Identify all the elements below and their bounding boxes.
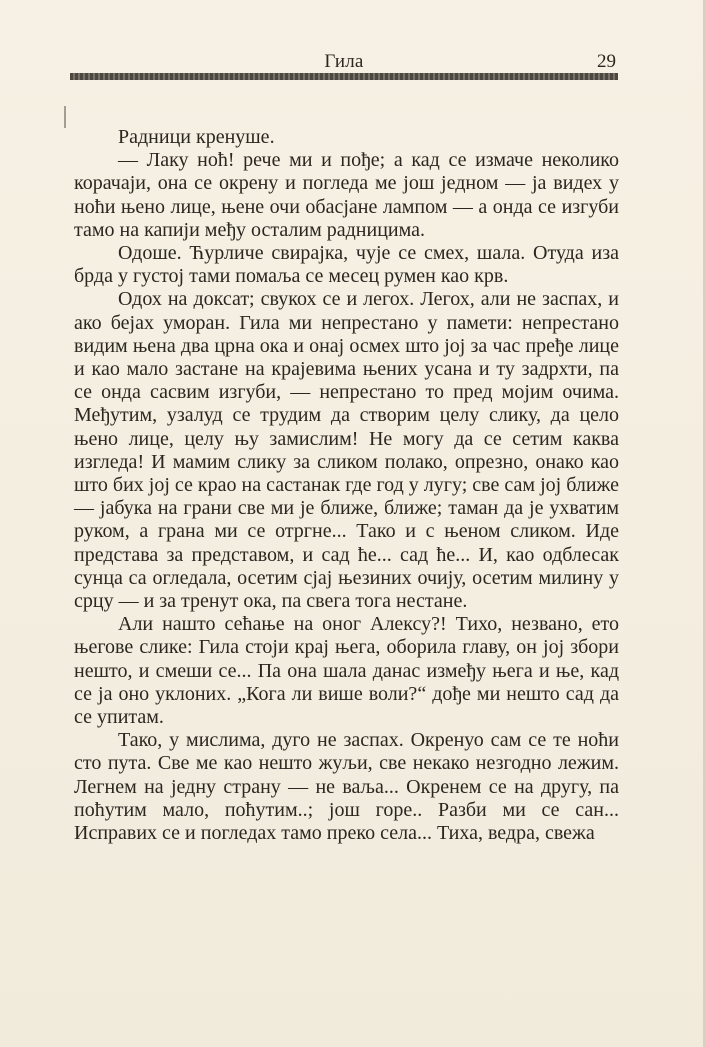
paragraph: Али нашто сећање на оног Алексу?! Тихо, незвано, ето његове слике: Гила стоји крај њега, оборила главу, он јој збори нешто, и смеши се... Па она шала данас између њега и ње, кад се ја оно уклоних. „Кога ли више воли?“ дође ми нешто сад да се упитам.: [74, 613, 619, 729]
header-rule: [70, 73, 618, 80]
paragraph: Радници кренуше.: [118, 126, 275, 148]
paragraph: Тако, у мислима, дуго не заспах. Окренуо сам се те ноћи сто пута. Све ме као нешто жуљи, све некако незгодно лежим. Легнем на једну страну — не ваља... Окренем се на другу, па поћутим мало, поћутим..; још горе.. Разби ми се сан... Исправих се и погледах тамо преко села... Тиха, ведра, свежа: [74, 729, 619, 845]
paragraph: Одох на доксат; свукох се и легох. Легох, али не заспах, и ако бејах уморан. Гила ми непрестано у памети: непрестано видим њена два црна ока и онај осмех што јој за час пређе лице и као мало застане на крајевима њених усана и ту задрхти, па се онда сасвим изгуби, — непрестано то пред мојим очима. Међутим, узалуд се трудим да створим целу слику, да цело њено лице, целу њу замислим! Не могу да се сетим каква изгледа! И мамим слику за сликом полако, опрезно, онако као што бих јој се крао на састанак где год у лугу; све сам јој ближе — јабука на грани све ми је ближе, ближе; таман да је ухватим руком, а грана ми се отргне... Тако и с њеном сликом. Иде представа за представом, и сад ће... сад ће... И, као одблесак сунца са огледала, осетим сјај њезиних очију, осетим милину у срцу — и за тренут ока, па свега тога нестане.: [74, 288, 619, 613]
paragraph: — Лаку ноћ! рече ми и пође; а кад се измаче неколико корачаји, она се окрену и погледа ме још једном — ја видех у ноћи њено лице, њене очи обасјане лампом — а онда се изгуби тамо на капији међу осталим радницима.: [74, 149, 619, 241]
margin-mark: [64, 106, 66, 128]
running-title: Гила: [324, 51, 364, 72]
page-number: 29: [597, 51, 616, 72]
paragraph: Одоше. Ћурличе свирајка, чује се смех, шала. Отуда иза брда у густој тами помаља се месец румен као крв.: [74, 242, 619, 288]
body-text: [74, 126, 619, 845]
